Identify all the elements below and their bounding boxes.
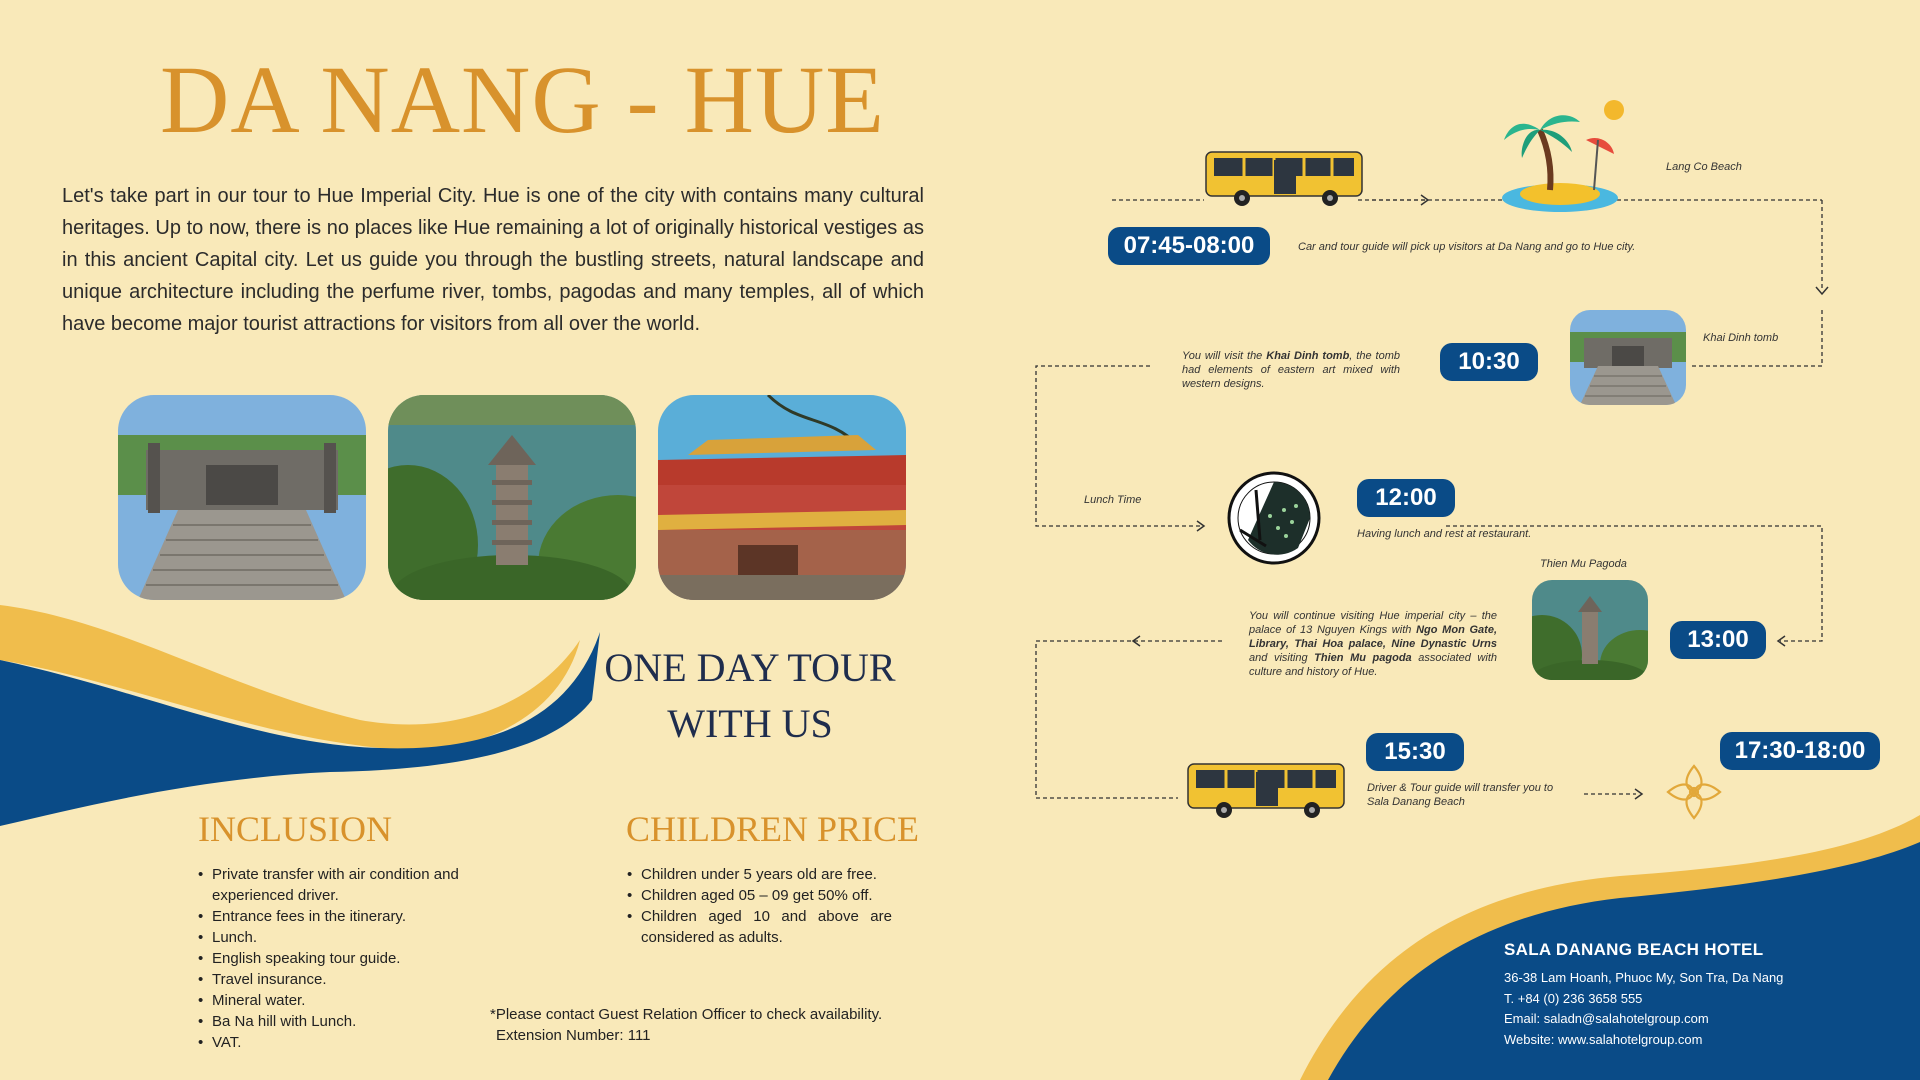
list-item: • Entrance fees in the itinerary. <box>198 906 468 927</box>
hotel-contact-block <box>1504 940 1904 1050</box>
lotus-logo-icon <box>1664 762 1724 827</box>
step1-description: Car and tour guide will pick up visitors at Da Nang and go to Hue city. <box>1298 241 1636 253</box>
palm-island-icon <box>1500 98 1630 223</box>
intro-paragraph: Let's take part in our tour to Hue Imperial City. Hue is one of the city with contains many cultural heritages. Up to now, there is no places like Hue remaining a lot of originally historical vestiges as in this ancient Capital city. Let us guide you through the bustling streets, natural landscape and unique architecture including the perfume river, tombs, pagodas and many temples, all of which have become major tourist attractions for visitors from all over the world. <box>62 185 924 335</box>
note-line2: Extension Number: 111 <box>496 1027 651 1044</box>
list-item: • Children under 5 years old are free. <box>627 864 892 885</box>
list-item: • Private transfer with air condition and experienced driver. <box>198 864 468 906</box>
inclusion-title: INCLUSION <box>198 809 392 849</box>
step3-description: Having lunch and rest at restaurant. <box>1357 528 1532 540</box>
hotel-phone[interactable]: T. +84 (0) 236 3658 555 <box>1504 990 1643 1006</box>
plate-icon <box>1226 470 1322 571</box>
tour-tagline-line2: WITH US <box>667 701 833 746</box>
stop-label-khai-dinh: Khai Dinh tomb <box>1703 332 1779 344</box>
hotel-website[interactable]: Website: www.salahotelgroup.com <box>1504 1031 1703 1047</box>
list-item: • Travel insurance. <box>198 969 468 990</box>
time-badge-2: 10:30 <box>1440 343 1538 381</box>
list-item: • Children aged 05 – 09 get 50% off. <box>627 885 892 906</box>
list-item: • English speaking tour guide. <box>198 948 468 969</box>
time-badge-6: 17:30-18:00 <box>1720 732 1880 770</box>
time-badge-1: 07:45-08:00 <box>1108 227 1270 265</box>
step5-description: Driver & Tour guide will transfer you to Sala Danang Beach <box>1367 782 1554 808</box>
hotel-address: 36-38 Lam Hoanh, Phuoc My, Son Tra, Da Nang <box>1504 970 1784 985</box>
time-badge-3: 12:00 <box>1357 479 1455 517</box>
page-title: DA NANG - HUE <box>160 46 885 153</box>
step4-description: You will continue visiting Hue imperial city – the palace of 13 Nguyen Kings with Ngo Mon Gate, Library, Thai Hoa palace, Nine Dynastic Urns and visiting Thien Mu pagoda associated with culture and history of Hue. <box>1249 610 1498 678</box>
list-item: • VAT. <box>198 1032 468 1053</box>
bus-icon <box>1204 150 1366 213</box>
children-price-title: CHILDREN PRICE <box>626 809 920 849</box>
time-badge-5: 15:30 <box>1366 733 1464 771</box>
list-item: • Children aged 10 and above are considered as adults. <box>627 906 892 948</box>
step2-description: You will visit the Khai Dinh tomb, the tomb had elements of eastern art mixed with western designs. <box>1182 350 1400 390</box>
note-line1: *Please contact Guest Relation Officer to check availability. <box>490 1006 883 1023</box>
stop-label-lang-co: Lang Co Beach <box>1666 161 1742 173</box>
stop-label-lunch: Lunch Time <box>1084 494 1142 506</box>
stop-label-thien-mu: Thien Mu Pagoda <box>1540 558 1627 570</box>
tour-tagline-line1: ONE DAY TOUR <box>604 645 896 690</box>
list-item: • Lunch. <box>198 927 468 948</box>
bus-icon <box>1186 762 1348 825</box>
list-item: • Mineral water. <box>198 990 468 1011</box>
time-badge-4: 13:00 <box>1670 621 1766 659</box>
khai-dinh-thumbnail <box>1570 310 1686 405</box>
list-item: • Ba Na hill with Lunch. <box>198 1011 468 1032</box>
hotel-email[interactable]: Email: saladn@salahotelgroup.com <box>1504 1011 1709 1026</box>
thien-mu-thumbnail <box>1532 580 1648 680</box>
hotel-name: SALA DANANG BEACH HOTEL <box>1504 940 1764 959</box>
